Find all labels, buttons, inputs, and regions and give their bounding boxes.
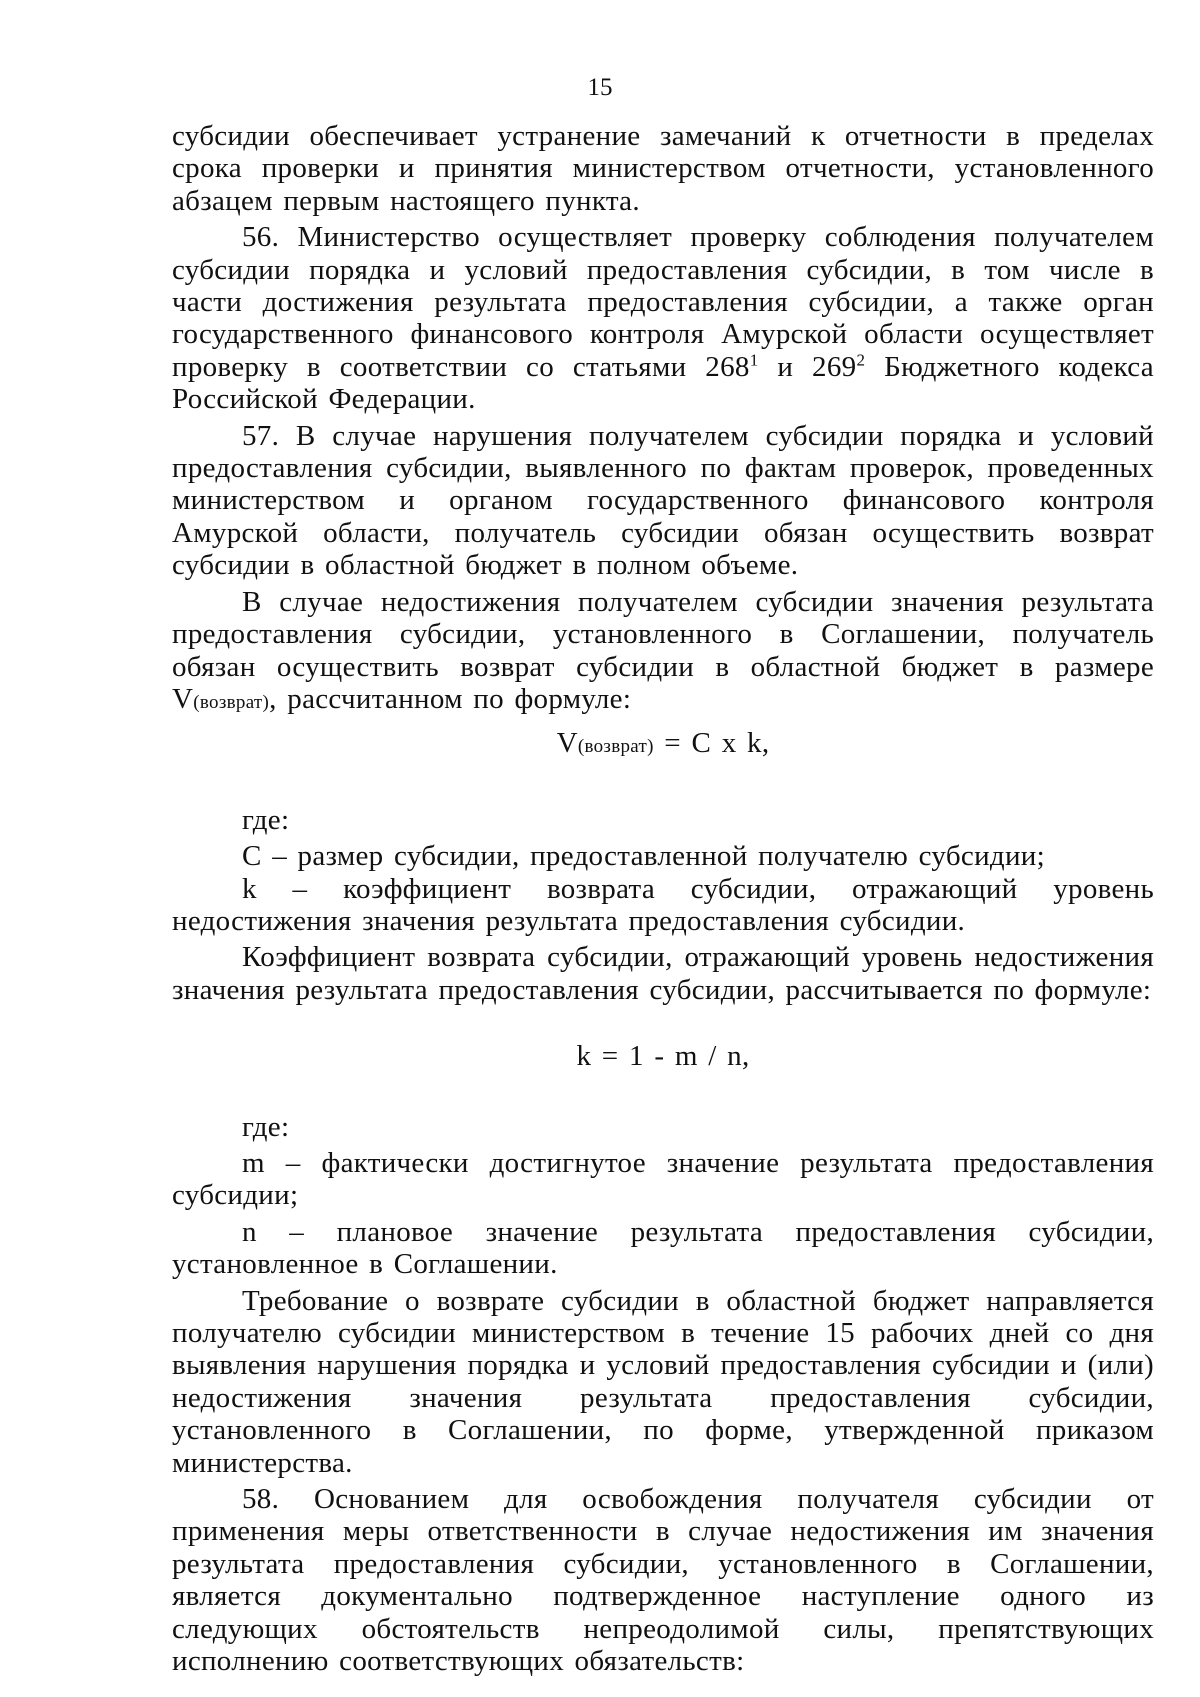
definition-n: n – плановое значение результата предоставления субсидии, установленное в Соглашении. [172, 1215, 1154, 1281]
v-subscript: (возврат) [193, 691, 270, 713]
formula-refund [172, 727, 1154, 763]
definition-m: m – фактически достигнутое значение результата предоставления субсидии; [172, 1146, 1154, 1212]
paragraph-56 [172, 221, 1154, 415]
paragraph-58: 58. Основанием для освобождения получателя субсидии от применения меры ответственности в случае недостижения им значения результата предоставления субсидии, установленного в Соглашении, является документально подтвержденное наступление одного из следующих обстоятельств непреодолимой силы, препятствующих исполнению соответствующих обязательств: [172, 1483, 1154, 1678]
superscript-2: 2 [856, 350, 866, 370]
formula-refund-subscript: (возврат) [577, 736, 654, 758]
page-number: 15 [587, 74, 613, 101]
formula-refund-rest: = С х k, [653, 727, 770, 760]
superscript-1: 1 [749, 350, 759, 370]
paragraph-57: 57. В случае нарушения получателем субсидии порядка и условий предоставления субсидии, выявленного по фактам проверок, проведенных министерством и органом государственного финансового контроля Амурской области, получатель субсидии обязан осуществить возврат субсидии в областной бюджет в полном объеме. [172, 419, 1154, 582]
paragraph-56-text-b: и 269 [758, 350, 857, 383]
paragraph-57-underachievement [172, 586, 1154, 720]
where-label-1: где: [242, 803, 290, 836]
paragraph-continuation: субсидии обеспечивает устранение замечаний к отчетности в пределах срока проверки и принятия министерством отчетности, установленного абзацем первым настоящего пункта. [172, 120, 1154, 217]
refund-requirement: Требование о возврате субсидии в областной бюджет направляется получателю субсидии министерством в течение 15 рабочих дней со дня выявления нарушения порядка и условий предоставления субсидии и (или) недостижения значения результата предоставления субсидии, установленного в Соглашении, по форме, утвержденной приказом министерства. [172, 1284, 1154, 1479]
coefficient-description: Коэффициент возврата субсидии, отражающий уровень недостижения значения результата предоставления субсидии, рассчитывается по формуле: [172, 941, 1154, 1006]
formula-refund-v: V [556, 727, 578, 760]
definition-k: k – коэффициент возврата субсидии, отражающий уровень недостижения значения результата предоставления субсидии. [172, 872, 1154, 937]
definition-c: С – размер субсидии, предоставленной получателю субсидии; [242, 840, 1045, 873]
where-label-2: где: [242, 1110, 290, 1143]
paragraph-56-text-a: 56. Министерство осуществляет проверку соблюдения получателем субсидии порядка и условий предоставления субсидии, в том числе в части достижения результата предоставления субсидии, а также орган государственного финансового контроля Амурской области осуществляет проверку в соответствии со статьями 268 [172, 221, 1154, 383]
paragraph-56-text-c: Бюджетного кодекса Российской Федерации. [172, 350, 1154, 416]
formula-coefficient: k = 1 - m / n, [576, 1040, 750, 1073]
document-body [172, 120, 1154, 1677]
underachievement-text-a: В случае недостижения получателем субсидии значения результата предоставления субсидии, установленного в Соглашении, получатель обязан осуществить возврат субсидии в областной бюджет в размере V [172, 585, 1154, 715]
underachievement-text-b: , рассчитанном по формуле: [269, 682, 632, 715]
